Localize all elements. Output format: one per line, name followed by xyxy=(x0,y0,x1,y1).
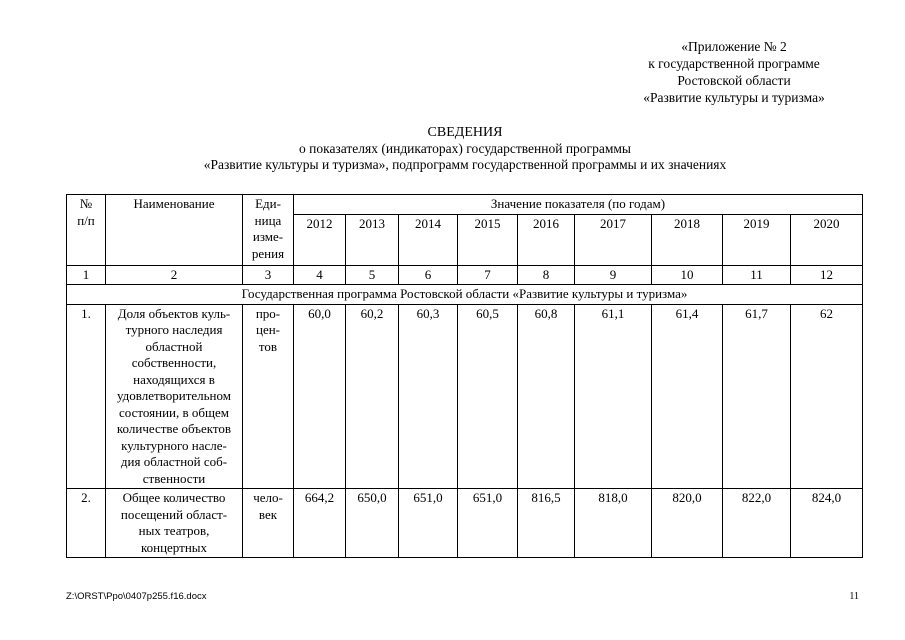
header-num-l2: п/п xyxy=(77,212,95,228)
indicator-name-line: Доля объектов куль- xyxy=(117,305,231,321)
column-number: 8 xyxy=(518,265,575,285)
indicator-name-line: количестве объектов xyxy=(116,421,232,436)
indicator-unit-line: чело- xyxy=(253,490,283,505)
value-cell: 818,0 xyxy=(575,489,652,558)
row-number: 1. xyxy=(67,304,106,489)
header-year: 2014 xyxy=(399,214,458,265)
appendix-line: «Развитие культуры и туризма» xyxy=(643,90,825,105)
column-number: 5 xyxy=(346,265,399,285)
header-unit-l2: ница xyxy=(254,212,282,228)
header-unit-l4: рения xyxy=(251,245,285,261)
header-year: 2019 xyxy=(723,214,791,265)
value-cell: 651,0 xyxy=(399,489,458,558)
indicator-name-line: ных театров, xyxy=(138,523,210,538)
value-cell: 650,0 xyxy=(346,489,399,558)
column-number: 3 xyxy=(243,265,294,285)
header-group: Значение показателя (по годам) xyxy=(294,195,863,215)
indicator-name-line: концертных xyxy=(140,539,208,555)
header-year: 2020 xyxy=(791,214,863,265)
section-title: Государственная программа Ростовской области «Развитие культуры и туризма» xyxy=(67,285,863,305)
value-cell: 62 xyxy=(791,304,863,489)
value-cell: 60,8 xyxy=(518,304,575,489)
column-number: 12 xyxy=(791,265,863,285)
value-cell: 816,5 xyxy=(518,489,575,558)
column-number: 10 xyxy=(652,265,723,285)
value-cell: 60,2 xyxy=(346,304,399,489)
value-cell: 651,0 xyxy=(458,489,518,558)
indicator-name-line: удовлетворительном xyxy=(116,388,231,403)
header-year: 2018 xyxy=(652,214,723,265)
value-cell: 60,3 xyxy=(399,304,458,489)
header-year: 2015 xyxy=(458,214,518,265)
indicator-name-line: посещений област- xyxy=(120,506,228,522)
table-row xyxy=(67,304,863,489)
title-line: «Развитие культуры и туризма», подпрограмм государственной программы и их значениях xyxy=(203,157,727,172)
indicator-unit xyxy=(243,304,294,489)
appendix-line: Ростовской области xyxy=(677,73,791,88)
header-unit-l3: изме- xyxy=(252,229,284,244)
indicator-unit xyxy=(243,489,294,558)
indicator-name-line: культурного насле- xyxy=(121,437,227,453)
title-main: СВЕДЕНИЯ xyxy=(427,125,503,140)
header-year: 2013 xyxy=(346,214,399,265)
section-row xyxy=(67,285,863,305)
value-cell: 61,1 xyxy=(575,304,652,489)
indicator-name-line: дия областной соб- xyxy=(120,454,228,469)
column-number: 2 xyxy=(106,265,243,285)
appendix-line: к государственной программе xyxy=(648,56,820,71)
indicators-table xyxy=(66,194,863,558)
column-number: 9 xyxy=(575,265,652,285)
value-cell: 824,0 xyxy=(791,489,863,558)
appendix-note xyxy=(609,38,859,106)
document-title xyxy=(150,125,780,173)
header-year: 2017 xyxy=(575,214,652,265)
appendix-line: «Приложение № 2 xyxy=(681,39,787,54)
indicator-name-line: состоянии, в общем xyxy=(119,404,229,420)
value-cell: 822,0 xyxy=(723,489,791,558)
indicator-name-line: находящихся в xyxy=(133,371,215,387)
indicator-unit-line: цен- xyxy=(255,322,280,337)
column-number: 11 xyxy=(723,265,791,285)
title-line: о показателях (индикаторах) государственной программы xyxy=(298,141,631,156)
indicator-unit-line: тов xyxy=(258,338,278,354)
header-unit xyxy=(243,195,294,266)
header-row xyxy=(67,195,863,215)
indicator-name-line: турного наследия xyxy=(125,322,223,337)
page-number: 11 xyxy=(849,591,859,602)
indicator-unit-line: про- xyxy=(255,305,281,321)
indicator-name-line: собственности, xyxy=(131,355,217,370)
column-number-row xyxy=(67,265,863,285)
header-unit-l1: Еди- xyxy=(255,196,281,211)
value-cell: 820,0 xyxy=(652,489,723,558)
value-cell: 60,0 xyxy=(294,304,346,489)
column-number: 1 xyxy=(67,265,106,285)
column-number: 6 xyxy=(399,265,458,285)
indicator-name-line: областной xyxy=(145,338,203,354)
value-cell: 60,5 xyxy=(458,304,518,489)
indicator-name xyxy=(106,489,243,558)
indicator-name-line: Общее количество xyxy=(122,490,226,505)
indicator-name xyxy=(106,304,243,489)
table-row xyxy=(67,489,863,558)
column-number: 7 xyxy=(458,265,518,285)
indicator-unit-line: век xyxy=(258,506,278,522)
header-num xyxy=(67,195,106,266)
value-cell: 664,2 xyxy=(294,489,346,558)
value-cell: 61,4 xyxy=(652,304,723,489)
row-number: 2. xyxy=(67,489,106,558)
file-path: Z:\ORST\Ppo\0407p255.f16.docx xyxy=(66,591,207,602)
header-year: 2012 xyxy=(294,214,346,265)
value-cell: 61,7 xyxy=(723,304,791,489)
indicator-name-line: ственности xyxy=(142,470,206,486)
column-number: 4 xyxy=(294,265,346,285)
header-year: 2016 xyxy=(518,214,575,265)
header-num-l1: № xyxy=(79,196,93,211)
header-name: Наименование xyxy=(106,195,243,266)
